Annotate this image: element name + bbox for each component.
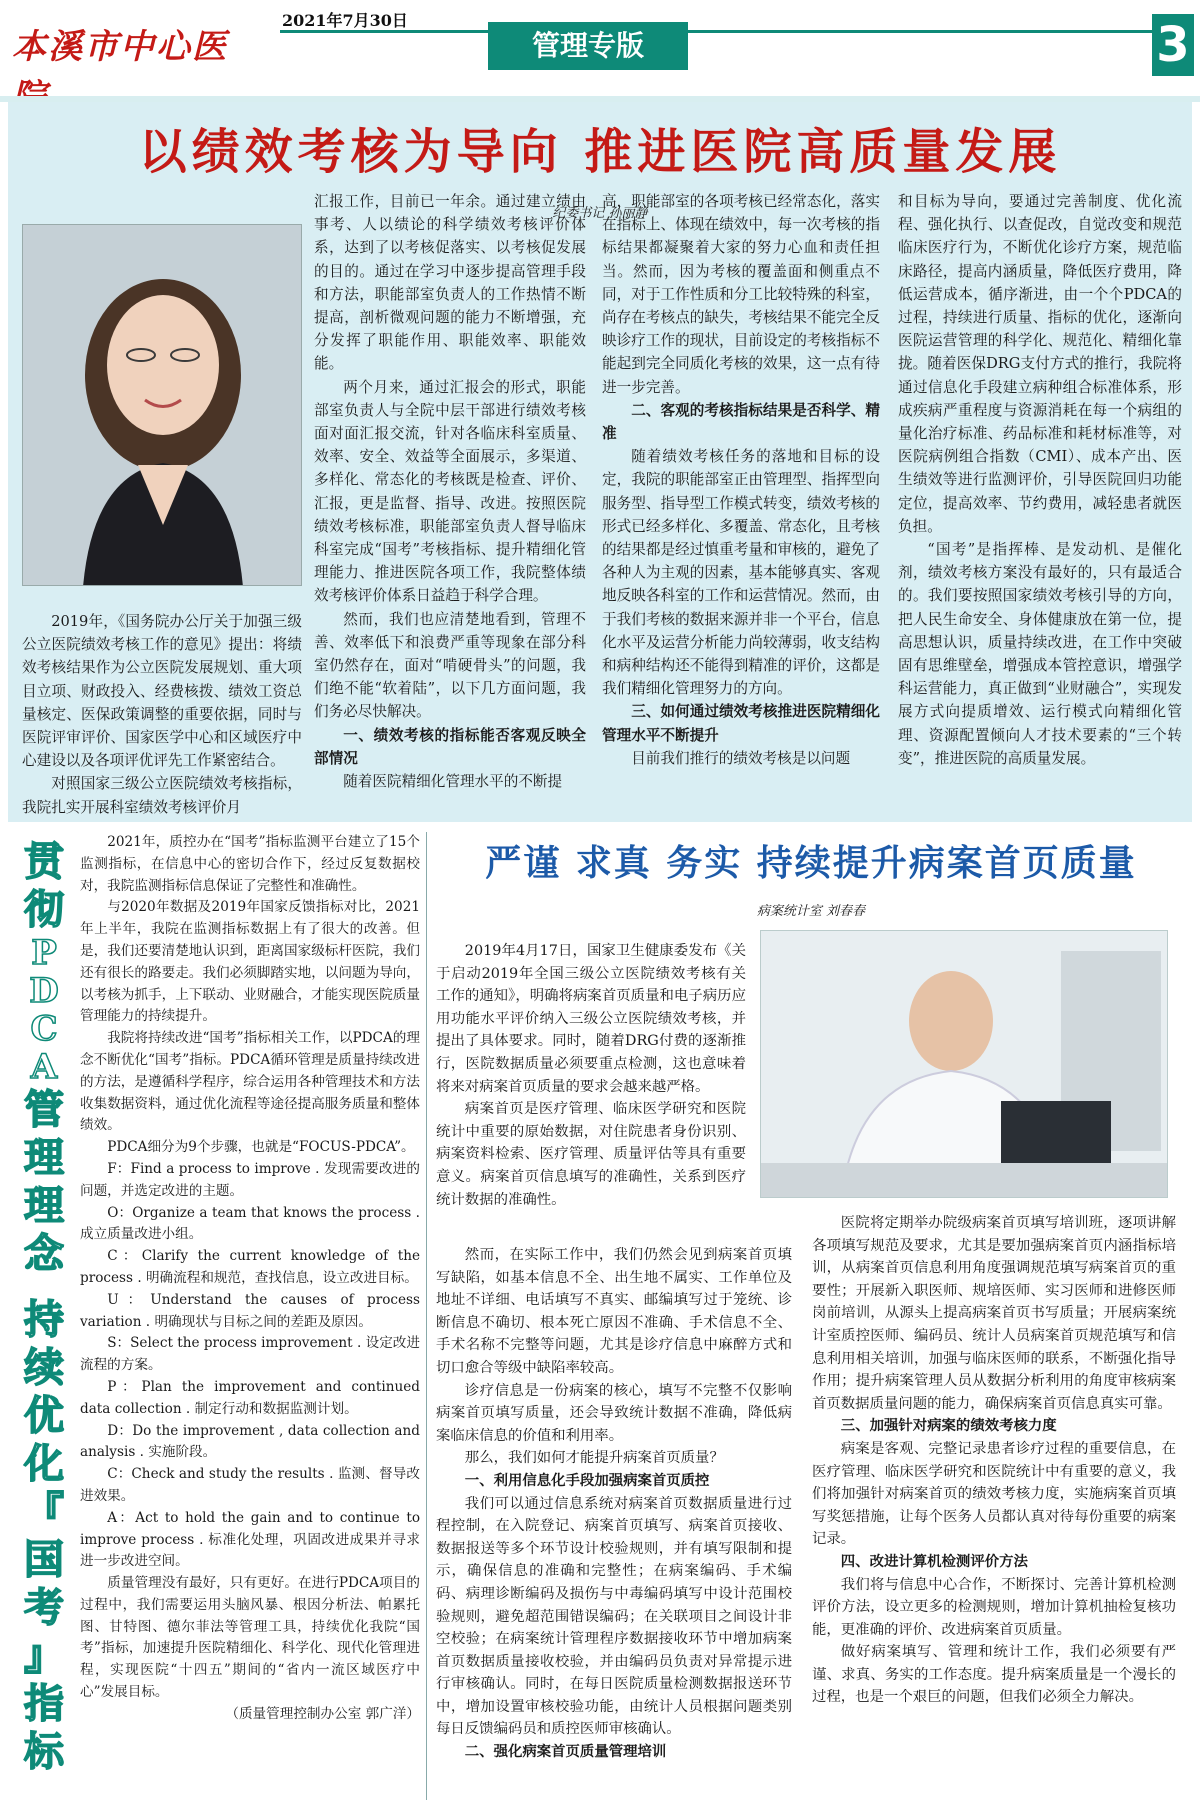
paragraph: 然而，在实际工作中，我们仍然会见到病案首页填写缺陷，如基本信息不全、出生地不属实、工作单位及地址不详细、电话填写不真实、邮编填写过于笼统、诊断信息不确切、根本死亡原因不准确、手术信息不全、手术名称不完整等问题，尤其是诊疗信息中麻醉方式和切口愈合等级中缺陷率较高。	[436, 1247, 792, 1376]
paragraph: PDCA细分为9个步骤，也就是“FOCUS-PDCA”。	[107, 1139, 415, 1156]
header-rule	[280, 30, 1160, 33]
paragraph: O：Organize a team that knows the process . 成立质量改进小组。	[80, 1204, 420, 1243]
paragraph: 两个月来，通过汇报会的形式，职能部室负责人与全院中层干部进行绩效考核面对面汇报交流，针对各临床科室质量、效率、安全、效益等全面展示，多渠道、多样化、常态化的考核既是检查、评价、汇报，更是监督、指导、改进。按照医院绩效考核标准，职能部室负责人督导临床科室完成“国考”考核指标、提升精细化管理能力、推进医院各项工作，我院整体绩效考核评价体系日益趋于科学合理。	[314, 378, 586, 605]
article1-column-1	[22, 610, 302, 819]
subheading: 二、客观的考核指标结果是否科学、精准	[602, 401, 880, 443]
paragraph: 诊疗信息是一份病案的核心，填写不完整不仅影响病案首页填写质量，还会导致统计数据不准确，降低病案临床信息的价值和利用率。	[436, 1382, 792, 1444]
vertical-title-char: 贯	[24, 838, 64, 885]
vertical-title-char: 化	[24, 1440, 64, 1487]
paragraph: S：Select the process improvement . 设定改进流程的方案。	[80, 1335, 420, 1374]
vertical-article-title	[14, 838, 74, 1798]
article-author: （质量管理控制办公室 郭广洋）	[225, 1705, 420, 1722]
vertical-title-char: 国	[24, 1536, 64, 1583]
vertical-title-char: 优	[24, 1392, 64, 1439]
paragraph: 随着医院精细化管理水平的不断提	[343, 773, 563, 791]
paragraph: 做好病案填写、管理和统计工作，我们必须要有严谨、求真、务实的工作态度。提升病案质量是一个漫长的过程，也是一个艰巨的问题，但我们必须全力解决。	[812, 1644, 1176, 1706]
paragraph: 2019年，《国务院办公厅关于加强三级公立医院绩效考核工作的意见》提出：将绩效考核结果作为公立医院发展规划、重大项目立项、财政投入、经费核拨、绩效工资总量核定、医保政策调整的重要依据，同时与医院评审评价、国家医学中心和区域医疗中心建设以及各项评优评先工作紧密结合。	[22, 613, 302, 770]
article-title: 以绩效考核为导向 推进医院高质量发展	[138, 124, 1062, 180]
paragraph: 那么，我们如何才能提升病案首页质量？	[464, 1450, 724, 1467]
article-title: 严谨 求真 务实 持续提升病案首页质量	[485, 842, 1137, 884]
vertical-title-char	[14, 1278, 74, 1296]
paragraph: 医院将定期举办院级病案首页填写培训班，逐项讲解各项填写规范及要求，尤其是要加强病案首页内涵指标培训，从病案首页信息利用角度强调规范填写病案首页的重要性；开展新入职医师、规培医师、实习医师和进修医师岗前培训，从源头上提高病案首页书写质量；开展病案统计室质控医师、编码员、统计人员病案首页规范填写和信息利用相关培训，加强与临床医师的联系，不断强化指导作用；提升病案管理人员从数据分析利用的角度审核病案首页数据质量问题的能力，确保病案首页信息真实可靠。	[812, 1215, 1176, 1412]
portrait-illustration	[23, 225, 302, 586]
paragraph: 和目标为导向，要通过完善制度、优化流程、强化执行、以查促改，自觉改变和规范临床医疗行为，不断优化诊疗方案，规范临床路径，提高内涵质量，降低医疗费用，降低运营成本，循序渐进，由一个个PDCA的过程，持续进行质量、指标的优化，逐渐向医院运营管理的科学化、规范化、精细化靠拢。随着医保DRG支付方式的推行，我院将通过信息化手段建立病种组合标准体系，形成疾病严重程度与资源消耗在每一个病组的量化治疗标准、药品标准和耗材标准等，对医院病例组合指数（CMI）、成本产出、医生绩效等进行监测评价，引导医院回归功能定位，提高效率、节约费用，减轻患者就医负担。	[898, 193, 1182, 535]
vertical-title-char: 念	[24, 1230, 64, 1277]
article-byline: 纪委书记 孙丽静	[552, 206, 648, 221]
subheading: 三、如何通过绩效考核推进医院精细化管理水平不断提升	[602, 703, 880, 744]
article3-column-b	[812, 1212, 1176, 1709]
paragraph: “国考”是指挥棒、是发动机、是催化剂，绩效考核方案没有最好的，只有最适合的。我们要按照国家绩效考核引导的方向，把人民生命安全、身体健康放在第一位，提高思想认识，质量持续改进，在工作中突破固有思维壁垒，增强成本管控意识，增强学科运营能力，真正做到“业财融合”，实现发展方式向提质增效、运行模式向精细化管理、资源配置倾向人才技术要素的“三个转变”，推进医院的高质量发展。	[898, 541, 1182, 767]
paragraph: 目前我们推行的绩效考核是以问题	[631, 749, 851, 767]
issue-date: 2021年7月30日	[282, 11, 408, 30]
vertical-title-char: 指	[24, 1680, 64, 1727]
vertical-title-char: C	[30, 1009, 58, 1049]
paragraph: 对照国家三级公立医院绩效考核指标，我院扎实开展科室绩效考核评价月	[22, 775, 302, 816]
doctor-illustration	[761, 931, 1168, 1198]
article3-column-a-bottom	[436, 1244, 792, 1764]
article1-column-2	[314, 190, 586, 793]
vertical-title-char: 理	[24, 1182, 64, 1229]
vertical-title-char: 理	[24, 1134, 64, 1181]
paragraph: 随着绩效考核任务的落地和目标的设定，我院的职能部室正由管理型、指挥型向服务型、指导型工作模式转变，绩效考核的形式已经多样化、多覆盖、常态化，且考核的结果都是经过慎重考量和审核的，避免了各种人为主观的因素，基本能够真实、客观地反映各科室的工作和运营情况。然而，由于我们考核的数据来源并非一个平台，信息化水平及运营分析能力尚较薄弱，收支结构和病种结构还不能得到精准的评价，这都是我们精细化管理努力的方向。	[602, 448, 880, 698]
paragraph: D：Do the improvement , data collection and analysis . 实施阶段。	[80, 1422, 420, 1461]
vertical-title-char: 管	[24, 1086, 64, 1133]
vertical-title-char: 』	[24, 1632, 64, 1679]
paragraph: 高，职能部室的各项考核已经常态化，落实在指标上、体现在绩效中，每一次考核的指标结果都凝聚着大家的努力心血和责任担当。然而，因为考核的覆盖面和侧重点不同，对于工作性质和分工比较特殊的科室，尚存在考核点的缺失，考核结果不能完全反映诊疗工作的现状，目前设定的考核指标不能起到完全同质化考核的效果，这一点有待进一步完善。	[602, 193, 880, 396]
vertical-title-char: D	[29, 971, 59, 1011]
paragraph: 然而，我们也应清楚地看到，管理不善、效率低下和浪费严重等现象在部分科室仍然存在，面对“啃硬骨头”的问题，我们绝不能“软着陆”，以下几方面问题，我们务必尽快解决。	[314, 610, 586, 721]
vertical-title-char: A	[30, 1047, 58, 1087]
paragraph: 我院将持续改进“国考”指标相关工作，以PDCA的理念不断优化“国考”指标。PDCA循环管理是质量持续改进的方法，是遵循科学程序，综合运用各种管理技术和方法收集数据资料，通过优化流程等途径提高服务质量和整体绩效。	[80, 1030, 420, 1134]
paragraph: 病案首页是医疗管理、临床医学研究和医院统计中重要的原始数据，对住院患者身份识别、病案资料检索、医疗管理、质量评估等具有重要意义。病案首页信息填写的准确性，关系到医疗统计数据的准确性。	[436, 1101, 746, 1208]
subheading: 二、强化病案首页质量管理培训	[464, 1743, 667, 1761]
subheading: 一、利用信息化手段加强病案首页质控	[464, 1471, 710, 1489]
article1-column-3	[602, 190, 880, 770]
article-byline: 病案统计室 刘春春	[756, 904, 866, 919]
paragraph: C：Clarify the current knowledge of the process . 明确流程和规范，查找信息，设立改进目标。	[80, 1248, 420, 1286]
masthead	[0, 0, 1200, 92]
article-performance-assessment	[8, 102, 1192, 822]
doctor-at-desk-photo	[760, 930, 1168, 1198]
paragraph: U：Understand the causes of process variation . 明确现状与目标之间的差距及原因。	[80, 1291, 420, 1330]
paragraph: P：Plan the improvement and continued data collection . 制定行动和数据监测计划。	[80, 1378, 420, 1417]
hospital-logo: 本溪市中心医	[12, 27, 228, 67]
paragraph: 质量管理没有最好，只有更好。在进行PDCA项目的过程中，我们需要运用头脑风暴、根因分析法、帕累托图、甘特图、德尔菲法等管理工具，持续优化我院“国考”指标，加速提升医院精细化、科学化、现代化管理进程，实现医院“十四五”期间的“省内一流区域医疗中心”发展目标。	[80, 1575, 420, 1701]
vertical-title-char: 标	[24, 1728, 64, 1775]
paragraph: 与2020年数据及2019年国家反馈指标对比，2021年上半年，我院在监测指标数据上有了很大的改善。但是，我们还要清楚地认识到，距离国家级标杆医院，我们还有很长的路要走。我们必须脚踏实地，以问题为导向，以考核为抓手，上下联动、业财融合，才能实现医院质量管理能力的持续提升。	[80, 899, 420, 1025]
vertical-title-char: 持	[24, 1296, 64, 1343]
subheading: 四、改进计算机检测评价方法	[840, 1552, 1028, 1570]
paragraph: 我们将与信息中心合作，不断探讨、完善计算机检测评价方法，设立更多的检测规则，增加计算机抽检复核功能，更准确的评价、改进病案首页质量。	[812, 1576, 1176, 1638]
column-divider	[426, 832, 427, 1800]
vertical-title-char: 续	[24, 1344, 64, 1391]
vertical-title-char: 『	[24, 1488, 64, 1535]
paragraph: 2021年，质控办在“国考”指标监测平台建立了15个监测指标，在信息中心的密切合作下，经过反复数据校对，我院监测指标信息保证了完整性和准确性。	[80, 834, 420, 894]
vertical-title-char: 彻	[24, 886, 64, 933]
paragraph: C：Check and study the results . 监测、督导改进效果。	[80, 1466, 420, 1504]
vertical-title-char: 考	[24, 1584, 64, 1631]
paragraph: A：Act to hold the gain and to continue to improve process . 标准化处理，巩固改进成果并寻求进一步改进空间。	[80, 1509, 420, 1570]
subheading: 三、加强针对病案的绩效考核力度	[840, 1417, 1057, 1435]
article3-column-a-top	[436, 940, 746, 1211]
paragraph: F：Find a process to improve . 发现需要改进的问题，并选定改进的主题。	[80, 1160, 420, 1199]
paragraph: 我们可以通过信息系统对病案首页数据质量进行过程控制，在入院登记、病案首页填写、病案首页接收、数据报送等多个环节设计校验规则，并有填写限制和提示，确保信息的准确和完整性；在病案编码、手术编码、病理诊断编码及损伤与中毒编码填写中设计范围校验规则，避免超范围错误编码；在关联项目之间设计非空校验；在病案统计管理程序数据接收环节中增加病案首页数据质量接收校验，并由编码员负责对异常提示进行审核确认。同时，在每日医院质量检测数据报送环节中，增加设置审核校验功能，由统计人员根据问题类别每日反馈编码员和质控医师审核确认。	[436, 1495, 792, 1738]
woman-portrait-photo	[22, 224, 302, 586]
subheading: 一、绩效考核的指标能否客观反映全部情况	[314, 726, 586, 767]
article-pdca	[80, 832, 420, 1726]
paragraph: 汇报工作，目前已一年余。通过建立绩由事考、人以绩论的科学绩效考核评价体系，达到了以考核促落实、以考核促发展的目的。通过在学习中逐步提高管理手段和方法，职能部室负责人的工作热情不断提高，剖析微观问题的能力不断增强，充分发挥了职能作用、职能效率、职能效能。	[314, 193, 586, 373]
paragraph: 病案是客观、完整记录患者诊疗过程的重要信息，在医疗管理、临床医学研究和医院统计中有重要的意义，我们将加强针对病案首页的绩效考核力度，实施病案首页填写奖惩措施，让每个医务人员都认真对待每份重要的病案记录。	[812, 1440, 1176, 1548]
section-banner: 管理专版	[488, 22, 688, 70]
vertical-title-char: P	[31, 933, 57, 973]
paragraph: 2019年4月17日，国家卫生健康委发布《关于启动2019年全国三级公立医院绩效考核有关工作的通知》，明确将病案首页质量和电子病历应用功能水平评价纳入三级公立医院绩效考核，并提出了具体要求。同时，随着DRG付费的逐渐推行，医院数据质量必须要重点检测，这也意味着将来对病案首页质量的要求会越来越严格。	[436, 943, 746, 1095]
article1-column-4	[898, 190, 1182, 770]
page-number: 3	[1152, 14, 1194, 76]
